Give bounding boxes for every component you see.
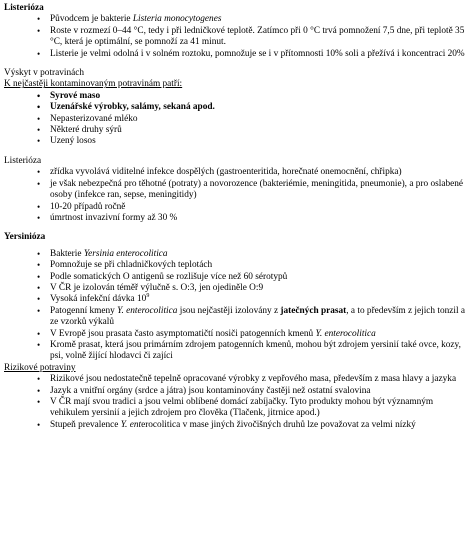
list-item: • Podle somatických O antigenů se rozlišuje více než 60 sérotypů (4, 272, 468, 283)
list-item: • Roste v rozmezí 0–44 °C, tedy i při ledničkové teplotě. Zatímco při 0 °C trvá pomnožení 7,5 dne, při teplotě 35 °C, která je optimální, se pomnoží za 41 minut. (4, 26, 468, 49)
list-item: • Rizikové jsou nedostatečně tepelně opracované výrobky z vepřového masa, především z masa hlavy a jazyka (4, 374, 468, 385)
list-item: • je však nebezpečná pro těhotné (potraty) a novorozence (bakteriémie, meningitida, pneumonie), a pro oslabené osoby (infekce ran, sepse, meningitidy) (4, 179, 468, 202)
list-item: • Kromě prasat, která jsou primárním zdrojem patogenních kmenů, mohou být zdrojem yersinií také ovce, kozy, psi, volně žijící hlodavci či zajíci (4, 340, 468, 363)
section-title-yersinioza: Yersinióza (4, 232, 46, 243)
list-item: • Listerie je velmi odolná i v solném roztoku, pomnožuje se i v přítomnosti 10% soli a přežívá i koncentraci 20% (4, 49, 468, 60)
list-item: • zřídka vyvolává viditelné infekce dospělých (gastroenteritida, horečnaté onemocnění, chřipka) (4, 167, 468, 178)
section-title-rizikove: Rizikové potraviny (4, 362, 76, 373)
list-item: • Patogenní kmeny Y. enterocolitica jsou nejčastěji izolovány z jatečných prasat, a to především z jejich tonzil a ze vzorků výkalů (4, 306, 468, 329)
list-item: • Syrové maso (4, 91, 468, 102)
list-item: • Nepasterizované mléko (4, 114, 468, 125)
list-item: • V Evropě jsou prasata často asymptomatičtí nosiči patogenních kmenů Y. enterocolitica (4, 329, 468, 340)
list-item: • V ČR je izolován téměř výlučně s. O:3, jen ojediněle O:9 (4, 283, 468, 294)
listerioza2-list (4, 167, 468, 224)
section-subtitle-vyskyt: K nejčastěji kontaminovaným potravinám patří: (4, 79, 183, 90)
list-item: • Vysoká infekční dávka $10^9$ (4, 294, 468, 305)
list-item: • V ČR mají svou tradici a jsou velmi oblíbené domácí zabíjačky. Tyto produkty mohou být významným vehikulem yersinií a jejich zdrojem pro člověka (Tlačenk, jitrnice apod.) (4, 397, 468, 420)
section-title-listerioza: Listerióza (4, 3, 44, 13)
list-item: • Pomnožuje se při chladničkových teplotách (4, 260, 468, 271)
list-item: • Uzenářské výrobky, salámy, sekaná apod. (4, 102, 468, 113)
list-item: • Některé druhy sýrů (4, 125, 468, 136)
list-item: • Bakterie Yersinia enterocolitica (4, 249, 468, 260)
section-title-vyskyt: Výskyt v potravinách (4, 68, 85, 79)
vyskyt-list (4, 91, 468, 148)
rizikove-list (4, 374, 468, 431)
list-item: • Jazyk a vnitřní orgány (srdce a játra) jsou kontaminovány častěji než ostatní svalovina (4, 386, 468, 397)
yersinioza-list (4, 249, 468, 363)
list-item: • 10-20 případů ročně (4, 202, 468, 213)
listerioza-list (4, 14, 468, 60)
list-item: • Uzený losos (4, 136, 468, 147)
list-item: • úmrtnost invazivní formy až 30 % (4, 213, 468, 224)
list-item: • Původcem je bakterie Listeria monocytogenes (4, 14, 468, 25)
section-title-listerioza-2: Listerióza (4, 155, 42, 166)
list-item: • Stupeň prevalence Y. enterocolitica v mase jiných živočišných druhů lze považovat za velmi nízký (4, 420, 468, 431)
